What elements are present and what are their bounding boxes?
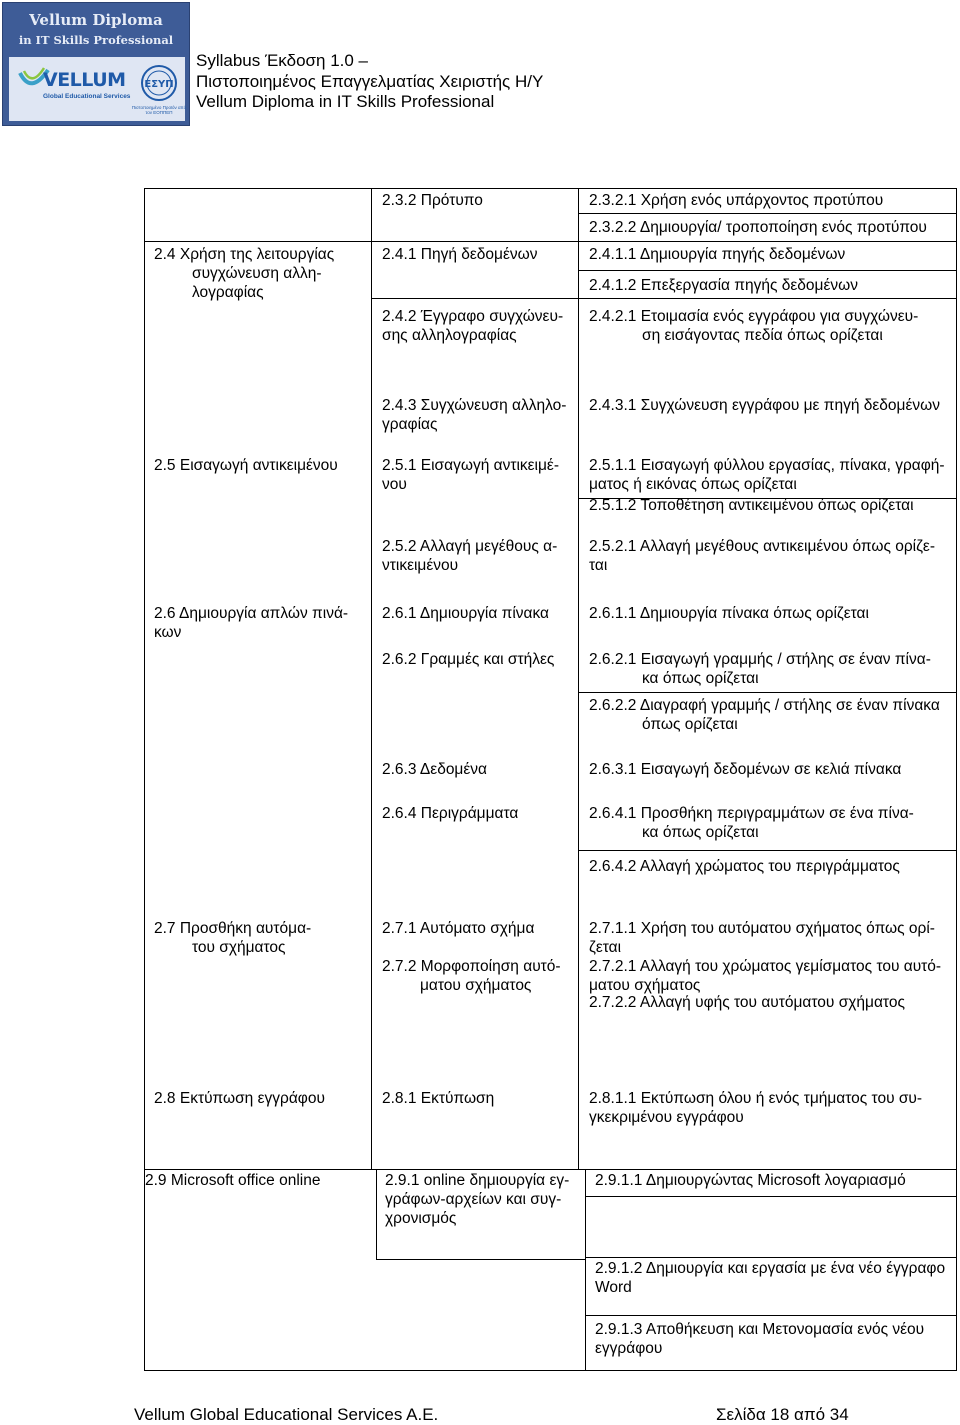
- cell-text: 2.7.1.1 Χρήση του αυτόματου σχήματος όπως ορί-: [589, 920, 935, 937]
- subcategory-2-4-1: 2.4.1 Πηγή δεδομένων: [382, 246, 538, 263]
- cell-text: κα όπως ορίζεται: [642, 824, 759, 841]
- subcategory-2-8-1: 2.8.1 Εκτύπωση: [382, 1090, 495, 1107]
- cell-text: 2.6.2.1 Εισαγωγή γραμμής / στήλης σε έναν πίνα-: [589, 651, 931, 668]
- subcategory-2-9-1: [385, 1171, 569, 1228]
- cell-text: 2.7.2 Μορφοποίηση αυτό-: [382, 958, 561, 975]
- task-2-6-4-1: [589, 804, 914, 842]
- table-border-top: [144, 188, 957, 189]
- row-line: [376, 1259, 585, 1260]
- row-line: [578, 850, 957, 851]
- cell-text: 2.8.1.1 Εκτύπωση όλου ή ενός τμήματος του συ-: [589, 1090, 923, 1107]
- cell-text: χρονισμός: [385, 1210, 457, 1227]
- task-2-6-2-2: [589, 696, 940, 734]
- subcategory-2-5-2: [382, 537, 557, 575]
- subcategory-2-6-2: 2.6.2 Γραμμές και στήλες: [382, 651, 555, 668]
- task-2-4-2-1: [589, 307, 918, 345]
- cell-text: σης αλληλογραφίας: [382, 327, 517, 344]
- logo-brand-sub: Global Educational Services: [43, 93, 131, 100]
- task-2-8-1-1: [589, 1089, 922, 1127]
- header-line-3: Vellum Diploma in IT Skills Professional: [196, 92, 495, 111]
- subcategory-2-7-1: 2.7.1 Αυτόματο σχήμα: [382, 920, 535, 937]
- cell-text: 2.6.4.1 Προσθήκη περιγραμμάτων σε ένα πίνα-: [589, 805, 914, 822]
- cell-text: ζεται: [589, 939, 622, 956]
- cell-text: ματου σχήματος: [589, 977, 701, 994]
- cell-text: του σχήματος: [192, 939, 286, 956]
- cell-text: κων: [154, 624, 182, 641]
- logo-card: [9, 57, 185, 121]
- cell-text: 2.7 Προσθήκη αυτόμα-: [154, 920, 312, 937]
- col-divider-1-last: [376, 1169, 377, 1259]
- task-2-5-1-1: [589, 456, 945, 494]
- logo-subtitle: in IT Skills Professional: [18, 33, 174, 47]
- cell-text: γκεκριμένου εγγράφου: [589, 1109, 744, 1126]
- cell-text: ματου σχήματος: [420, 977, 532, 994]
- row-line: [578, 213, 957, 214]
- category-2-4: [154, 245, 334, 302]
- page-header: [196, 51, 543, 113]
- subcategory-2-7-2: [382, 957, 561, 995]
- subcategory-2-4-2: [382, 307, 563, 345]
- category-2-8: 2.8 Εκτύπωση εγγράφου: [154, 1090, 325, 1107]
- header-line-1: Syllabus Έκδοση 1.0 –: [196, 51, 369, 70]
- cell-text: 2.5.2.1 Αλλαγή μεγέθους αντικειμένου όπως ορίζε-: [589, 538, 936, 555]
- cell-text: κα όπως ορίζεται: [642, 670, 759, 687]
- cell-text: όπως ορίζεται: [642, 716, 738, 733]
- cell-text: 2.9.1.2 Δημιουργία και εργασία με ένα νέο έγγραφο: [595, 1260, 946, 1277]
- task-2-9-1-2: [595, 1259, 945, 1297]
- cell-text: 2.4.3 Συγχώνευση αλληλο-: [382, 397, 567, 414]
- certification-seal-icon: [139, 63, 179, 103]
- header-line-2: Πιστοποιημένος Επαγγελματίας Χειριστής Η/Υ: [196, 71, 544, 91]
- task-2-3-2-2: 2.3.2.2 Δημιουργία/ τροποποίηση ενός προτύπου: [589, 219, 927, 236]
- cell-text: γράφων-αρχείων και συγ-: [385, 1191, 562, 1208]
- task-2-7-2-1: [589, 957, 941, 995]
- footer-company: Vellum Global Educational Services A.E.: [134, 1405, 439, 1424]
- task-2-4-1-2: 2.4.1.2 Επεξεργασία πηγής δεδομένων: [589, 277, 858, 294]
- task-2-6-4-2: 2.6.4.2 Αλλαγή χρώματος του περιγράμματος: [589, 858, 900, 875]
- logo-brand: VELLUM: [43, 69, 126, 91]
- task-2-5-1-2: 2.5.1.2 Τοποθέτηση αντικειμένου όπως ορίζεται: [589, 497, 914, 514]
- table-border-left: [144, 188, 145, 1371]
- vellum-diploma-logo: [2, 2, 190, 126]
- cell-text: 2.7.2.1 Αλλαγή του χρώματος γεμίσματος του αυτό-: [589, 958, 942, 975]
- col-divider-2: [578, 188, 579, 1169]
- footer-page-number: Σελίδα 18 από 34: [716, 1405, 849, 1424]
- category-2-9: 2.9 Microsoft office online: [145, 1172, 321, 1189]
- subcategory-2-6-1: 2.6.1 Δημιουργία πίνακα: [382, 605, 550, 622]
- row-line: [144, 1169, 957, 1170]
- cell-text: γραφίας: [382, 416, 438, 433]
- cell-text: 2.6.2.2 Διαγραφή γραμμής / στήλης σε έναν πίνακα: [589, 697, 940, 714]
- cell-text: εγγράφου: [595, 1340, 663, 1357]
- task-2-9-1-3: [595, 1320, 924, 1358]
- col-divider-2-last: [585, 1169, 586, 1371]
- cell-text: ματος ή εικόνας όπως ορίζεται: [589, 476, 797, 493]
- task-2-4-3-1: 2.4.3.1 Συγχώνευση εγγράφου με πηγή δεδομένων: [589, 397, 940, 414]
- row-line: [585, 1315, 957, 1316]
- task-2-6-2-1: [589, 650, 931, 688]
- category-2-6: [154, 604, 348, 642]
- cell-text: 2.5.1.1 Εισαγωγή φύλλου εργασίας, πίνακα, γραφή-: [589, 457, 945, 474]
- subcategory-2-3-2: 2.3.2 Πρότυπο: [382, 192, 483, 209]
- task-2-7-2-2: 2.7.2.2 Αλλαγή υφής του αυτόματου σχήματος: [589, 994, 905, 1011]
- cell-text: Word: [595, 1279, 632, 1296]
- cell-text: 2.5.2 Αλλαγή μεγέθους α-: [382, 538, 558, 555]
- cell-text: 2.5.1 Εισαγωγή αντικειμέ-: [382, 457, 560, 474]
- cell-text: 2.4.2.1 Ετοιμασία ενός εγγράφου για συγχώνευ-: [589, 308, 919, 325]
- subcategory-2-4-3: [382, 396, 566, 434]
- table-border-bottom: [144, 1370, 957, 1371]
- cell-text: 2.9.1.3 Αποθήκευση και Μετονομασία ενός νέου: [595, 1321, 925, 1338]
- cell-text: ση εισάγοντας πεδία όπως ορίζεται: [642, 327, 883, 344]
- logo-title: Vellum Diploma: [29, 11, 163, 29]
- col-divider-1: [371, 188, 372, 1169]
- row-line: [371, 298, 957, 299]
- subcategory-2-6-3: 2.6.3 Δεδομένα: [382, 761, 487, 778]
- seal-caption: Πιστοποιημένο Προϊόν από τον ΕΟΠΠΕΠ: [131, 105, 187, 115]
- task-2-9-1-1: 2.9.1.1 Δημιουργώντας Microsoft λογαριασμό: [595, 1172, 906, 1189]
- category-2-7: [154, 919, 311, 957]
- row-line: [585, 1257, 957, 1258]
- cell-text: 2.4.2 Έγγραφο συγχώνευ-: [382, 308, 564, 325]
- cell-text: ντικειμένου: [382, 557, 459, 574]
- row-line: [144, 241, 957, 242]
- cell-text: λογραφίας: [192, 284, 264, 301]
- task-2-6-3-1: 2.6.3.1 Εισαγωγή δεδομένων σε κελιά πίνακα: [589, 761, 902, 778]
- task-2-5-2-1: [589, 537, 935, 575]
- task-2-3-2-1: 2.3.2.1 Χρήση ενός υπάρχοντος προτύπου: [589, 192, 884, 209]
- cell-text: 2.6 Δημιουργία απλών πινά-: [154, 605, 349, 622]
- cell-text: 2.4 Χρήση της λειτουργίας: [154, 246, 335, 263]
- task-2-6-1-1: 2.6.1.1 Δημιουργία πίνακα όπως ορίζεται: [589, 605, 869, 622]
- category-2-5: 2.5 Εισαγωγή αντικειμένου: [154, 457, 338, 474]
- table-border-right: [956, 188, 957, 1371]
- subcategory-2-6-4: 2.6.4 Περιγράμματα: [382, 805, 519, 822]
- subcategory-2-5-1: [382, 456, 559, 494]
- row-line: [578, 270, 957, 271]
- row-line: [578, 692, 957, 693]
- cell-text: συγχώνευση αλλη-: [192, 265, 322, 282]
- cell-text: ται: [589, 557, 608, 574]
- row-line: [585, 1196, 957, 1197]
- task-2-4-1-1: 2.4.1.1 Δημιουργία πηγής δεδομένων: [589, 246, 846, 263]
- svg-text:ΕΣΥΠ: ΕΣΥΠ: [144, 79, 174, 90]
- cell-text: νου: [382, 476, 407, 493]
- cell-text: 2.9.1 online δημιουργία εγ-: [385, 1172, 570, 1189]
- task-2-7-1-1: [589, 919, 935, 957]
